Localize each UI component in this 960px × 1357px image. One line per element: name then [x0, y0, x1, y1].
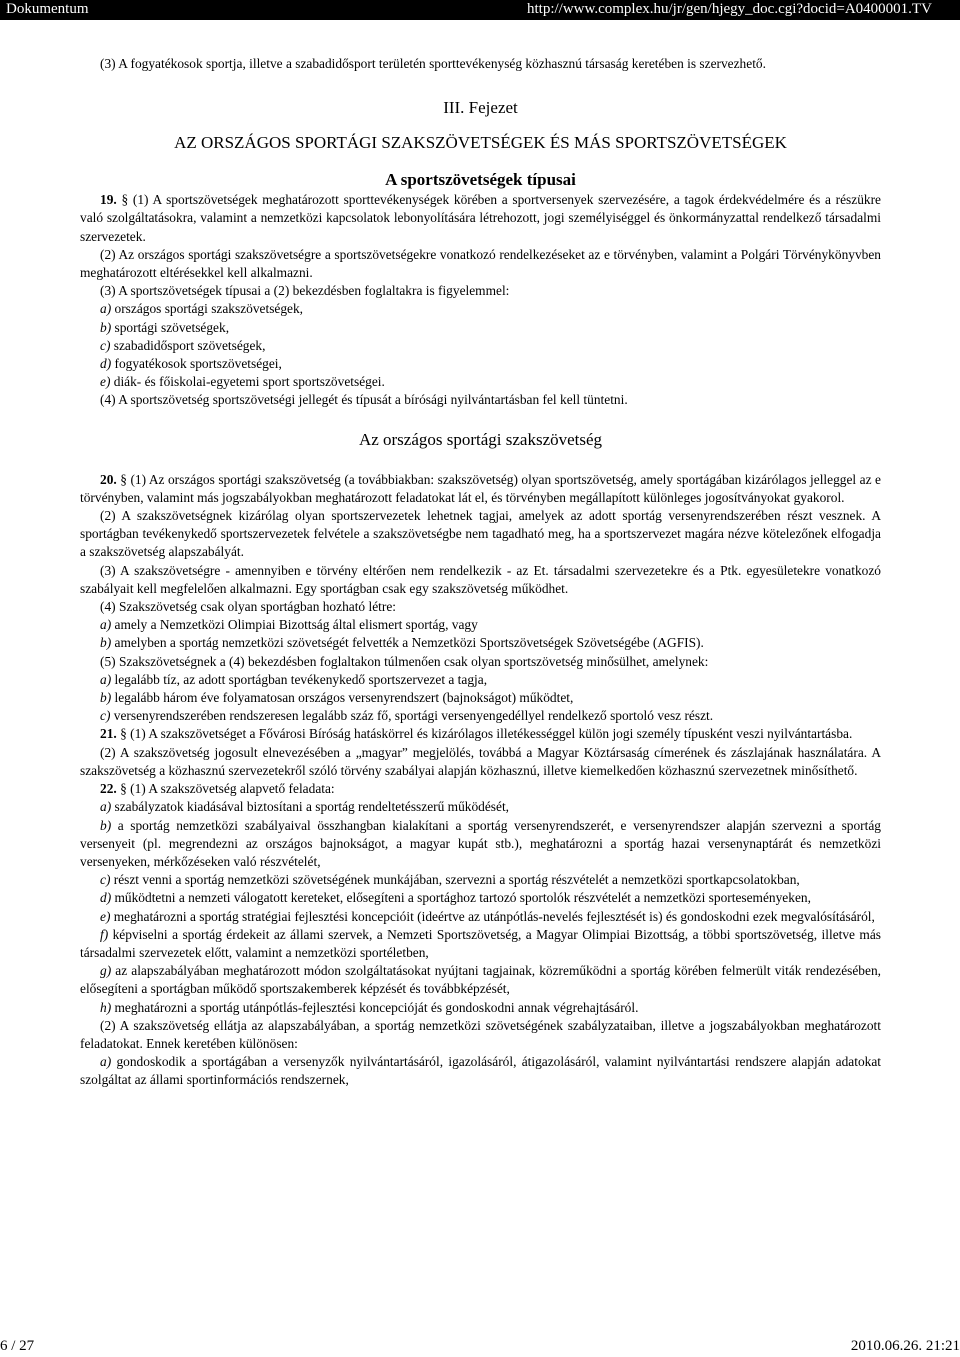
list-item [80, 689, 881, 707]
paragraph: (5) Szakszövetségnek a (4) bekezdésben foglaltakon túlmenően csak olyan sportszövetség minősülhet, amelynek: [100, 653, 709, 669]
list-item [80, 671, 881, 689]
list-item [80, 319, 881, 337]
paragraph: (2) A szakszövetség ellátja az alapszabályában, a sportág nemzetközi szövetségének szabályzataiban, illetve a jogszabályokban meghatározott feladatokat. Ennek keretében különösen: [80, 1017, 881, 1051]
list-item-letter: d) [100, 356, 112, 372]
list-item-letter: h) [100, 999, 112, 1015]
list-item [80, 926, 881, 962]
list-item [80, 1053, 881, 1089]
list-item-letter: e) [100, 908, 111, 924]
list-item-text: versenyrendszerében rendszeresen legalább száz fő, sportági versenyengedéllyel rendelkező sportoló vesz részt. [110, 708, 714, 724]
section-21-paragraph-1: 21. § (1) A szakszövetséget a Fővárosi Bíróság hatáskörrel és kizárólagos illetékességgel külön jogi személy típusként veszi nyilvántartásba. [100, 726, 853, 742]
list-item-letter: a) [100, 671, 112, 687]
section-sign: § [121, 192, 133, 208]
list-item-text: amelyben a sportág nemzetközi szövetségét felvették a Nemzetközi Sportszövetségek Szövetségébe (AGFIS). [111, 635, 704, 651]
list-item-letter: c) [100, 872, 111, 888]
section-22-paragraph-1: 22. § (1) A szakszövetség alapvető feladata: [100, 781, 335, 797]
list-item-text: legalább három éve folyamatosan országos versenyrendszert (bajnokságot) működtet, [111, 690, 574, 706]
list-item-text: a sportág nemzetközi szabályaival összhangban kialakítani a sportág versenyrendszerét, e versenyrendszer alapján szervezni a sportág versenyeit (pl. megrendezni az országos bajnokságot, a magyar kupát stb.), meghatározni a sportág hazai versenynaptárát és nemzetközi versenyeken, mérkőzéseken való részvételét, [80, 817, 881, 869]
list-item-text: az alapszabályában meghatározott módon szolgáltatásokat nyújtani tagjainak, közreműködni a sportág körében felmerült viták rendezésében, elősegíteni a sportágban működő sportszakemberek képzését és továbbképzését, [80, 963, 881, 997]
list-item-letter: a) [100, 617, 112, 633]
list-item [80, 962, 881, 998]
print-datetime: 2010.06.26. 21:21 [850, 1338, 960, 1354]
browser-print-header [0, 0, 960, 20]
list-item [80, 616, 881, 634]
list-section-19 [80, 300, 881, 391]
paragraph: (2) Az országos sportági szakszövetségre a sportszövetségekre vonatkozó rendelkezéseket az e törvényben, valamint a Polgári Törvénykönyvben meghatározott eltérésekkel kell alkalmazni. [80, 246, 881, 281]
list-item-letter: a) [100, 1054, 112, 1070]
list-item-text: meghatározni a sportág utánpótlás-fejlesztési koncepcióját és gondoskodni annak végrehajtásáról. [111, 999, 639, 1015]
list-item-letter: f) [100, 926, 109, 942]
section-sign: § [120, 471, 131, 487]
paragraph: (2) A szakszövetség jogosult elnevezésében a „magyar” megjelölés, továbbá a Magyar Köztársaság címerének és zászlajának használatára. A szakszövetség a közhasznú szervezetekről szóló törvény szabályai alapján közhasznú, illetve kiemelkedően közhasznú szervezetnek minősíthető. [80, 744, 881, 778]
list-item-letter: b) [100, 690, 112, 706]
list-section-22-2 [80, 1053, 881, 1089]
list-item-text: gondoskodik a sportágában a versenyzők nyilvántartásáról, igazolásáról, átigazolásáról, valamint nyilvántartási rendszere alapján adatokat szolgáltat az állami sportinformációs rendszernek, [80, 1054, 881, 1088]
list-item-letter: c) [100, 708, 111, 724]
list-item-text: sportági szövetségek, [111, 319, 230, 335]
list-item [80, 707, 881, 725]
list-item-letter: b) [100, 635, 112, 651]
section-heading: A sportszövetségek típusai [385, 170, 576, 190]
list-item [80, 300, 881, 318]
chapter-title: AZ ORSZÁGOS SPORTÁGI SZAKSZÖVETSÉGEK ÉS MÁS SPORTSZÖVETSÉGEK [174, 133, 787, 153]
list-item-letter: a) [100, 301, 112, 317]
paragraph: (2) A szakszövetségnek kizárólag olyan sportszervezetek lehetnek tagjai, amelyek az adott sportág versenyrendszerében részt vesznek. A sportágban tevékenykedő sportszervezetek felvétele a szakszövetségbe nem tagadható meg, ha a sportszervezet magára nézve kötelezőnek elfogadja a szakszövetség alapszabályát. [80, 508, 881, 560]
list-item [80, 999, 881, 1017]
section-number: 19. [100, 192, 117, 208]
header-url: http://www.complex.hu/jr/gen/hjegy_doc.cgi?docid=A0400001.TV [527, 1, 932, 17]
list-item [80, 871, 881, 889]
list-item-letter: b) [100, 817, 112, 833]
header-title: Dokumentum [6, 1, 89, 17]
list-item [80, 798, 881, 816]
list-item [80, 817, 881, 872]
section-sign: § [120, 781, 131, 797]
list-item-letter: d) [100, 890, 112, 906]
list-item-text: legalább tíz, az adott sportágban tevékenykedő sportszervezet a tagja, [111, 671, 488, 687]
paragraph: (3) A szakszövetségre - amennyiben e törvény eltérően nem rendelkezik - az Et. társadalmi szervezetekre és a Ptk. egyesületekre vonatkozó szabályait kell megfelelően alkalmazni. Egy sportágban csak egy szakszövetség működhet. [80, 562, 881, 596]
chapter-number: III. Fejezet [443, 98, 518, 118]
section-19-paragraph-1: 19. § (1) A sportszövetségek meghatározott sporttevékenységek körében a sportversenyek szervezésére, a tagok érdekvédelmére és a részükre való szolgáltatásokra, valamint a nemzetközi kapcsolatok lebonyolítására létrehozott, jogi személyiséggel és önkormányzattal rendelkező társadalmi szervezetek. [80, 192, 881, 244]
list-item-text: működtetni a nemzeti válogatott kereteket, elősegíteni a sportághoz tartozó sportolók részvételét a nemzetközi sporteseményeken, [111, 890, 811, 906]
list-item-text: fogyatékosok sportszövetségei, [111, 356, 282, 372]
list-item-letter: e) [100, 374, 111, 390]
section-sign: § [120, 726, 131, 742]
list-item-letter: g) [100, 963, 112, 979]
list-item-letter: b) [100, 319, 112, 335]
list-section-22-1 [80, 798, 881, 1016]
list-item [80, 634, 881, 652]
paragraph: (4) Szakszövetség csak olyan sportágban hozható létre: [100, 599, 396, 615]
list-item-text: képviselni a sportág érdekeit az állami szervek, a Nemzeti Sportszövetség, a Magyar Olimpiai Bizottság, a többi sportszövetség, illetve más társadalmi szervezetek előtt, valamint a nemzetközi sportéletben, [80, 926, 881, 960]
list-item-letter: c) [100, 337, 111, 353]
section-20-paragraph-1: 20. § (1) Az országos sportági szakszövetség (a továbbiakban: szakszövetség) olyan sportszövetség, amely sportágában kizárólagos jelleggel az e törvényben, valamint más jogszabályokban meghatározott feladatokat lát el, és törvényben megállapított különleges jogosítványokat gyakorol. [80, 471, 881, 505]
list-item-letter: a) [100, 799, 112, 815]
section-number: 21. [100, 726, 117, 742]
list-section-20-4 [80, 616, 881, 652]
document-body [80, 55, 881, 1090]
paragraph: (4) A sportszövetség sportszövetségi jellegét és típusát a bírósági nyilvántartásban fel kell tüntetni. [100, 392, 628, 408]
list-item [80, 373, 881, 391]
list-item [80, 355, 881, 373]
list-item-text: részt venni a sportág nemzetközi szövetségének munkájában, szervezni a sportág részvételét a nemzetközi sportkapcsolatokban, [110, 872, 800, 888]
list-item [80, 337, 881, 355]
list-item [80, 908, 881, 926]
list-item-text: szabadidősport szövetségek, [110, 337, 266, 353]
list-item [80, 889, 881, 907]
section-heading: Az országos sportági szakszövetség [358, 429, 603, 449]
list-item-text: országos sportági szakszövetségek, [111, 301, 304, 317]
list-section-20-5 [80, 671, 881, 726]
list-item-text: amely a Nemzetközi Olimpiai Bizottság által elismert sportág, vagy [111, 617, 478, 633]
section-number: 22. [100, 781, 117, 797]
list-item-text: diák- és főiskolai-egyetemi sport sportszövetségei. [110, 374, 385, 390]
paragraph: (3) A fogyatékosok sportja, illetve a szabadidősport területén sporttevékenység közhasznú társaság keretében is szervezhető. [100, 56, 766, 71]
page-number: 6 / 27 [0, 1338, 35, 1354]
list-item-text: szabályzatok kiadásával biztosítani a sportág rendeltetésszerű működését, [111, 799, 510, 815]
paragraph: (3) A sportszövetségek típusai a (2) bekezdésben foglaltakra is figyelemmel: [100, 283, 510, 299]
list-item-text: meghatározni a sportág stratégiai fejlesztési koncepcióit (ideértve az utánpótlás-nevelés fejlesztését is) és gondoskodni ezek megvalósításáról, [110, 908, 875, 924]
section-number: 20. [100, 471, 117, 487]
